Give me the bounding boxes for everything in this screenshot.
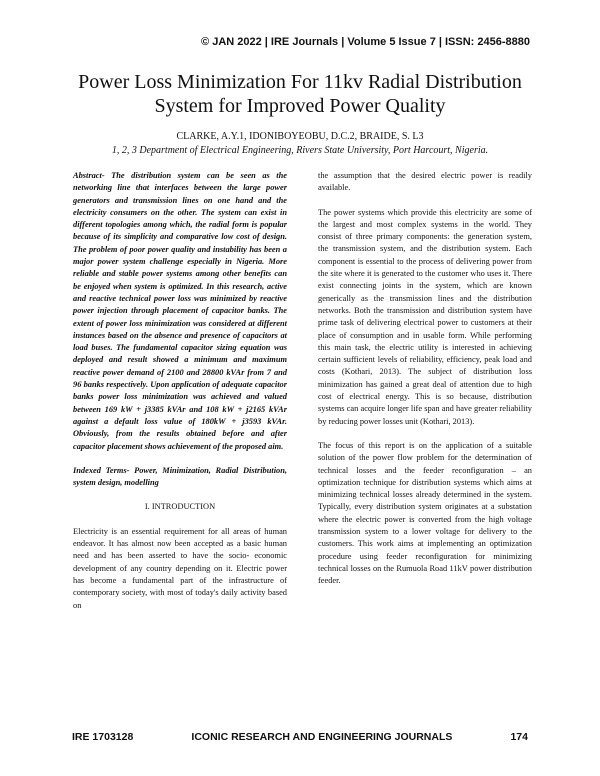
abstract: Abstract- The distribution system can be seen as the networking line that interfaces between the large power generators and transmission lines on one hand and the electricity consumers on the other. The system can exist in different topologies among which, the radial form is popular because of its simplicity and comparative low cost of design. The problem of poor power quality and instability has been a major power system challenge especially in Nigeria. More reliable and stable power systems among other benefits can be enjoyed when system is optimized. In this research, active and reactive technical power loss was minimized by reactive power injection through placement of capacitor banks. The extent of power loss minimization was considered at different instances based on the absence and presence of capacitors at load buses. The fundamental capacitor sizing equation was deployed and result showed a minimum and maximum reactive power demand of 2100 and 28800 kVAr from 7 and 96 banks respectively. Upon application of adequate capacitor banks power loss minimization was achieved and valued between 169 kW + j3385 kVAr and 108 kW + j2165 kVAr against a default loss value of 180kW + j3593 kVAr. Obviously, from the results obtained before and after capacitor placement shows achievement of the proposed aim. [73, 171, 287, 451]
page-number: 174 [510, 731, 528, 743]
paper-title [0, 70, 600, 118]
right-paragraph-3: The focus of this report is on the application of a suitable solution of the power flow problem for the determination of technical losses and the feeder reconfiguration – an optimization technique for distribution systems which aims at minimizing technical losses already determined in the system. Typically, every distribution system originates at a substation where the electric power is converted from the high voltage transmission system to a lower voltage for delivery to the customers. This work aims at implementing an optimization procedure using feeder reconfiguration for minimizing technical losses on the Rumuola Road 11kV power distribution feeder. [318, 440, 532, 586]
section-heading-introduction: I. INTRODUCTION [144, 502, 216, 512]
index-terms: Indexed Terms- Power, Minimization, Radial Distribution, system design, modelling [73, 465, 287, 488]
footer-journal-name: ICONIC RESEARCH AND ENGINEERING JOURNALS [191, 731, 453, 743]
right-paragraph-2: The power systems which provide this electricity are some of the largest and most complex systems in the world. They consist of three primary components: the generation system, the transmission system, and the distribution system. Each component is essential to the process of delivering power from the site where it is generated to the customer who uses it. There exist connecting joints in the system, which are known generically as the transmission lines and the distribution networks. Both the transmission and distribution system have prime task of delivering electrical power to customers at their place of consumption and in usable form. While performing this main task, the electric utility is interested in achieving certain sufficient levels of reliability, efficiency, peak load and costs (Kothari, 2013). The subject of distribution loss minimization has gained a great deal of attention due to high cost of electrical energy. This is so because, distribution systems can acquire longer life span and have greater reliability by reducing power losses unit (Kothari, 2013). [318, 207, 532, 426]
right-column [318, 170, 532, 600]
page-footer [72, 731, 528, 743]
title-line-2: System for Improved Power Quality [154, 95, 446, 117]
left-column [73, 170, 287, 624]
affiliation: 1, 2, 3 Department of Electrical Engineering, Rivers State University, Port Harcourt, Nigeria. [111, 145, 489, 156]
title-line-1: Power Loss Minimization For 11kv Radial Distribution [78, 71, 522, 93]
right-paragraph-1: the assumption that the desired electric power is readily available. [318, 171, 532, 193]
authors: CLARKE, A.Y.1, IDONIBOYEOBU, D.C.2, BRAIDE, S. L3 [176, 131, 424, 142]
footer-paper-id: IRE 1703128 [72, 731, 134, 743]
journal-header: © JAN 2022 | IRE Journals | Volume 5 Issue 7 | ISSN: 2456-8880 [201, 36, 530, 48]
intro-paragraph: Electricity is an essential requirement for all areas of human endeavor. It has almost now been accepted as a basic human need and has been asserted to have the socio- economic development of any country depending on it. Electric power has become a fundamental part of the infrastructure of contemporary society, with most of today's daily activity based on [73, 526, 287, 610]
